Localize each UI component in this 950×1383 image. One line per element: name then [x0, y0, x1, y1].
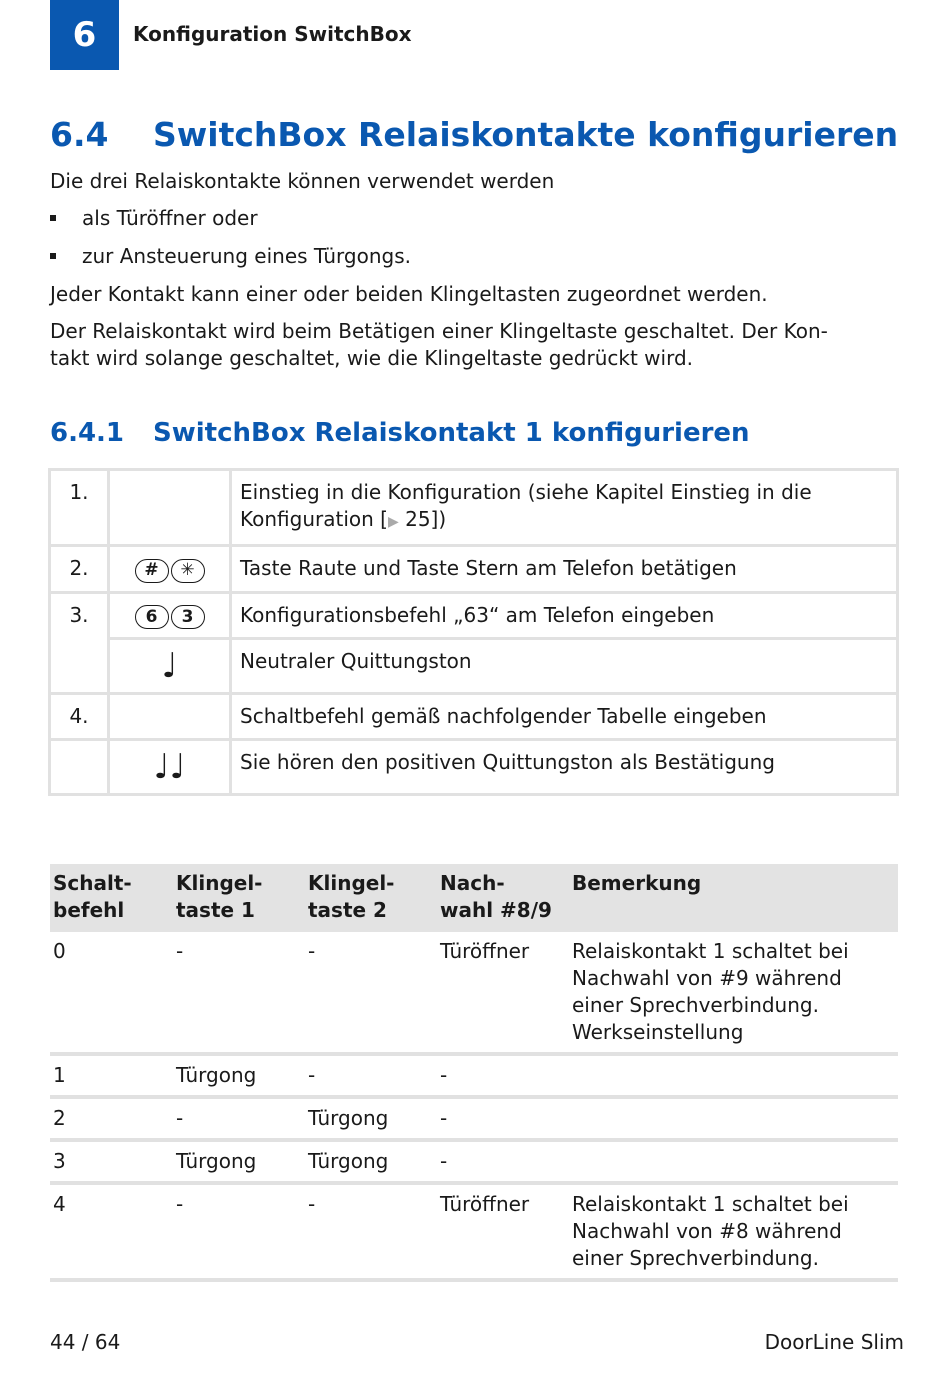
step-text-line: Einstieg in die Konfiguration (siehe Kapitel Einstieg in die — [240, 480, 812, 504]
bullet-item — [50, 243, 411, 270]
page-reference-link[interactable]: 25 — [405, 507, 431, 531]
bullet-text: zur Ansteuerung eines Türgongs. — [82, 244, 412, 268]
remark-line: Nachwahl von #9 während — [572, 966, 842, 990]
step-text-line: Konfiguration [ — [240, 507, 388, 531]
page-ref-arrow-icon: ▶ — [387, 514, 399, 530]
neutral-tone-note-icon: ♩ — [109, 639, 231, 694]
step-text: Sie hören den positiven Quittungston als Bestätigung — [231, 740, 898, 795]
step-row — [50, 639, 898, 694]
step-icon-cell — [109, 694, 231, 740]
step-icon-cell — [109, 546, 231, 593]
step-text: Neutraler Quittungston — [231, 639, 898, 694]
cell-button1: Türgong — [173, 1140, 305, 1183]
subsection-title: SwitchBox Relaiskontakt 1 konfigurieren — [153, 418, 750, 448]
bullet-text: als Türöffner oder — [82, 206, 258, 230]
bullet-square-icon — [50, 253, 56, 259]
header-line: Schalt- — [53, 871, 132, 895]
remark-line: Relaiskontakt 1 schaltet bei — [572, 1192, 849, 1216]
star-key-icon: ✳ — [171, 559, 205, 583]
section-number: 6.4 — [50, 115, 109, 154]
cell-command: 2 — [50, 1097, 173, 1140]
remark-line: einer Sprechverbindung. — [572, 1246, 819, 1270]
step-number: 1. — [50, 470, 109, 546]
step-number: 4. — [50, 694, 109, 740]
step-icon-cell — [109, 470, 231, 546]
positive-tone-notes-icon: ♩♩ — [109, 740, 231, 795]
cell-button2: - — [305, 1183, 437, 1280]
column-header-dialing — [437, 864, 569, 932]
remark-line: Relaiskontakt 1 schaltet bei — [572, 939, 849, 963]
header-line: wahl #8/9 — [440, 898, 552, 922]
cell-command: 1 — [50, 1054, 173, 1097]
subsection-heading — [50, 418, 750, 448]
table-row — [50, 1183, 898, 1280]
cell-command: 4 — [50, 1183, 173, 1280]
header-line: taste 2 — [308, 898, 387, 922]
step-row — [50, 546, 898, 593]
cell-dialing: Türöffner — [437, 932, 569, 1054]
cell-dialing: - — [437, 1140, 569, 1183]
cell-button1: Türgong — [173, 1054, 305, 1097]
step-number: 2. — [50, 546, 109, 593]
chapter-number-box — [50, 0, 119, 70]
step-row — [50, 740, 898, 795]
header-line: Klingel- — [308, 871, 395, 895]
header-line: taste 1 — [176, 898, 255, 922]
header-line: Nach- — [440, 871, 505, 895]
step-number: 3. — [50, 592, 109, 694]
remark-line: Nachwahl von #8 während — [572, 1219, 842, 1243]
cell-remark — [569, 1140, 898, 1183]
remark-line: Werkseinstellung — [572, 1020, 744, 1044]
hash-key-icon: # — [135, 559, 169, 583]
bullet-item — [50, 205, 258, 232]
step-row — [50, 470, 898, 546]
step-row — [50, 592, 898, 639]
table-row — [50, 1054, 898, 1097]
steps-table — [48, 468, 899, 796]
cell-dialing: Türöffner — [437, 1183, 569, 1280]
section-title: SwitchBox Relaiskontakte konfigurieren — [153, 115, 899, 154]
header-line: Klingel- — [176, 871, 263, 895]
step-text: Taste Raute und Taste Stern am Telefon betätigen — [231, 546, 898, 593]
table-header-row — [50, 864, 898, 932]
page-number: 44 / 64 — [50, 1330, 121, 1354]
cell-button2: Türgong — [305, 1097, 437, 1140]
running-title: Konfiguration SwitchBox — [133, 22, 412, 46]
step-number-empty — [50, 740, 109, 795]
cell-command: 0 — [50, 932, 173, 1054]
step-text-line: ]) — [430, 507, 447, 531]
column-header-button2 — [305, 864, 437, 932]
cell-button1: - — [173, 1097, 305, 1140]
paragraph-line: Der Relaiskontakt wird beim Betätigen einer Klingeltaste geschaltet. Der Kon- — [50, 319, 828, 343]
table-row — [50, 1140, 898, 1183]
column-header-remark: Bemerkung — [569, 864, 898, 932]
chapter-number: 6 — [72, 15, 97, 55]
paragraph-contact-assignment: Jeder Kontakt kann einer oder beiden Klingeltasten zugeordnet werden. — [50, 282, 768, 306]
remark-line: einer Sprechverbindung. — [572, 993, 819, 1017]
cell-remark — [569, 1183, 898, 1280]
cell-remark — [569, 1097, 898, 1140]
three-key-icon: 3 — [171, 605, 205, 629]
table-row — [50, 932, 898, 1054]
column-header-command — [50, 864, 173, 932]
step-text — [231, 470, 898, 546]
table-row — [50, 1097, 898, 1140]
six-key-icon: 6 — [135, 605, 169, 629]
paragraph-relay-behaviour — [50, 318, 880, 372]
step-text: Konfigurationsbefehl „63“ am Telefon eingeben — [231, 592, 898, 639]
cell-button2: Türgong — [305, 1140, 437, 1183]
cell-button2: - — [305, 1054, 437, 1097]
section-heading — [50, 115, 898, 154]
subsection-number: 6.4.1 — [50, 418, 125, 448]
cell-remark — [569, 932, 898, 1054]
commands-table — [50, 864, 898, 1282]
header-line: befehl — [53, 898, 125, 922]
paragraph-line: takt wird solange geschaltet, wie die Klingeltaste gedrückt wird. — [50, 346, 694, 370]
step-row — [50, 694, 898, 740]
column-header-button1 — [173, 864, 305, 932]
cell-button1: - — [173, 932, 305, 1054]
step-text: Schaltbefehl gemäß nachfolgender Tabelle eingeben — [231, 694, 898, 740]
cell-dialing: - — [437, 1054, 569, 1097]
bullet-square-icon — [50, 215, 56, 221]
cell-button1: - — [173, 1183, 305, 1280]
cell-dialing: - — [437, 1097, 569, 1140]
product-name: DoorLine Slim — [764, 1330, 904, 1354]
cell-command: 3 — [50, 1140, 173, 1183]
step-icon-cell — [109, 592, 231, 639]
intro-paragraph: Die drei Relaiskontakte können verwendet werden — [50, 169, 555, 193]
cell-button2: - — [305, 932, 437, 1054]
cell-remark — [569, 1054, 898, 1097]
